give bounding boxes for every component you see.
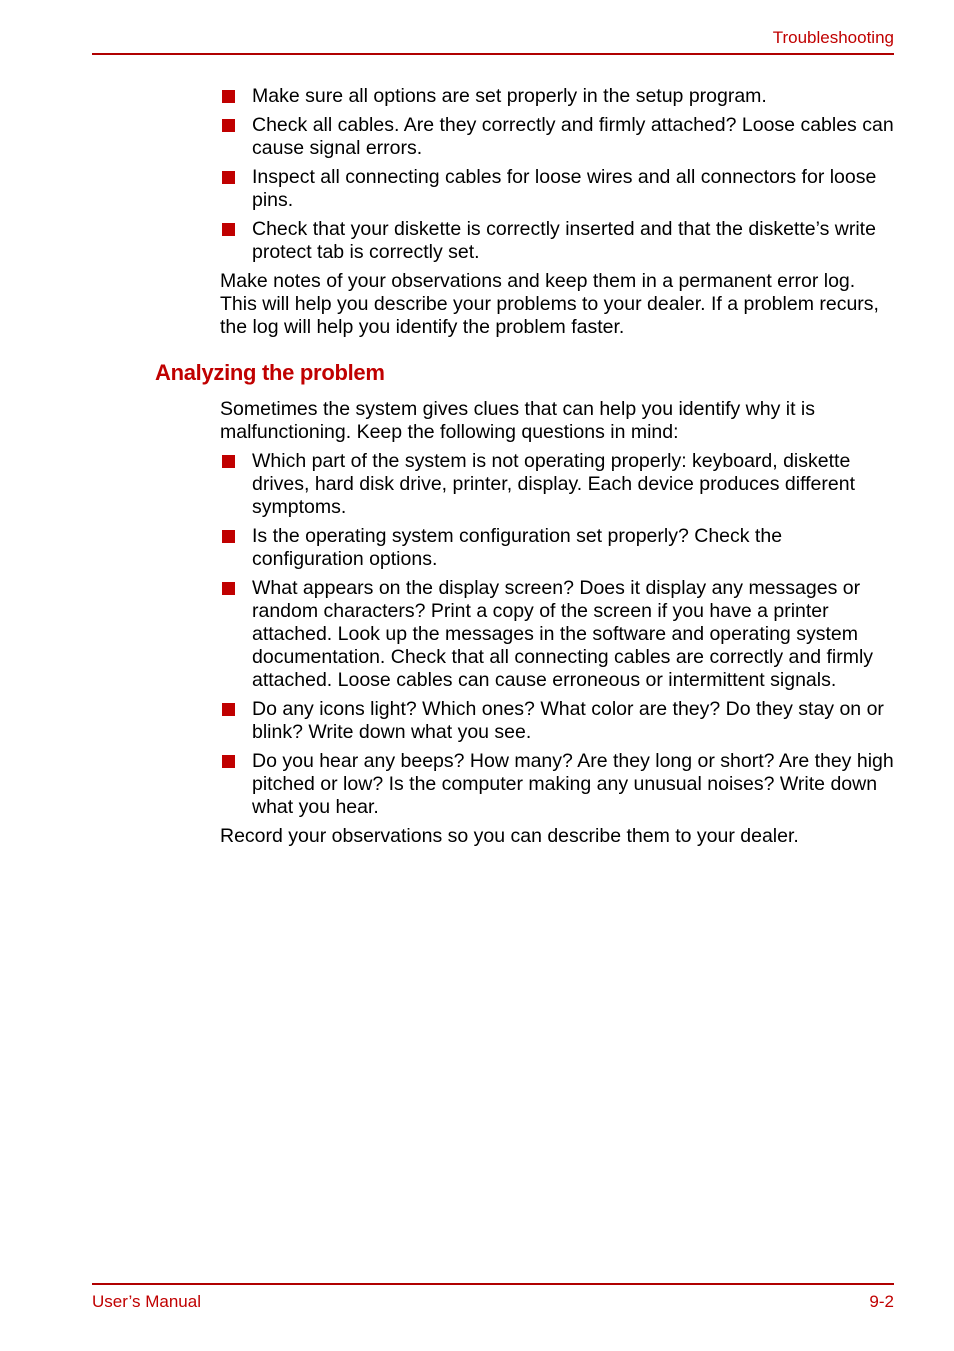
list-item: [220, 577, 894, 692]
list-item-text: Check that your diskette is correctly inserted and that the diskette’s write protect tab is correctly set.: [252, 218, 876, 263]
checklist: [220, 85, 894, 264]
list-item: [220, 750, 894, 819]
list-item: [220, 525, 894, 571]
page-number: 9-2: [869, 1292, 894, 1311]
section-heading: Analyzing the problem: [155, 360, 385, 385]
running-header: Troubleshooting: [772, 28, 894, 47]
footer-rule: [92, 1283, 894, 1285]
questions-list: [220, 450, 894, 819]
square-bullet-icon: [222, 90, 235, 103]
top-content: [220, 85, 894, 345]
list-item: [220, 698, 894, 744]
intro-paragraph: Sometimes the system gives clues that can help you identify why it is malfunctioning. Keep the following questions in mind:: [220, 398, 816, 443]
square-bullet-icon: [222, 171, 235, 184]
notes-paragraph: Make notes of your observations and keep them in a permanent error log. This will help you describe your problems to your dealer. If a problem recurs, the log will help you identify the problem faster.: [220, 270, 879, 338]
list-item-text: Inspect all connecting cables for loose wires and all connectors for loose pins.: [252, 166, 877, 211]
list-item: [220, 218, 894, 264]
footer-manual-title: User’s Manual: [92, 1292, 201, 1311]
list-item-text: Is the operating system configuration set properly? Check the configuration options.: [252, 525, 783, 570]
closing-paragraph: Record your observations so you can describe them to your dealer.: [220, 825, 799, 847]
square-bullet-icon: [222, 455, 235, 468]
list-item-text: Do you hear any beeps? How many? Are they long or short? Are they high pitched or low? Is the computer making any unusual noises? Write down what you hear.: [252, 750, 894, 818]
list-item: [220, 114, 894, 160]
square-bullet-icon: [222, 755, 235, 768]
analyzing-content: [220, 398, 894, 854]
header-rule: [92, 53, 894, 55]
list-item-text: Make sure all options are set properly in the setup program.: [252, 85, 767, 107]
square-bullet-icon: [222, 223, 235, 236]
square-bullet-icon: [222, 703, 235, 716]
list-item-text: What appears on the display screen? Does it display any messages or random characters? Print a copy of the screen if you have a printer attached. Look up the messages in the software and operating system documentation. Check that all connecting cables are correctly and firmly attached. Loose cables can cause erroneous or intermittent signals.: [252, 577, 874, 691]
list-item-text: Which part of the system is not operating properly: keyboard, diskette drives, hard disk drive, printer, display. Each device produces different symptoms.: [252, 450, 856, 518]
list-item-text: Do any icons light? Which ones? What color are they? Do they stay on or blink? Write down what you see.: [252, 698, 884, 743]
square-bullet-icon: [222, 582, 235, 595]
square-bullet-icon: [222, 119, 235, 132]
square-bullet-icon: [222, 530, 235, 543]
list-item-text: Check all cables. Are they correctly and firmly attached? Loose cables can cause signal errors.: [252, 114, 894, 159]
list-item: [220, 450, 894, 519]
list-item: [220, 85, 894, 108]
list-item: [220, 166, 894, 212]
